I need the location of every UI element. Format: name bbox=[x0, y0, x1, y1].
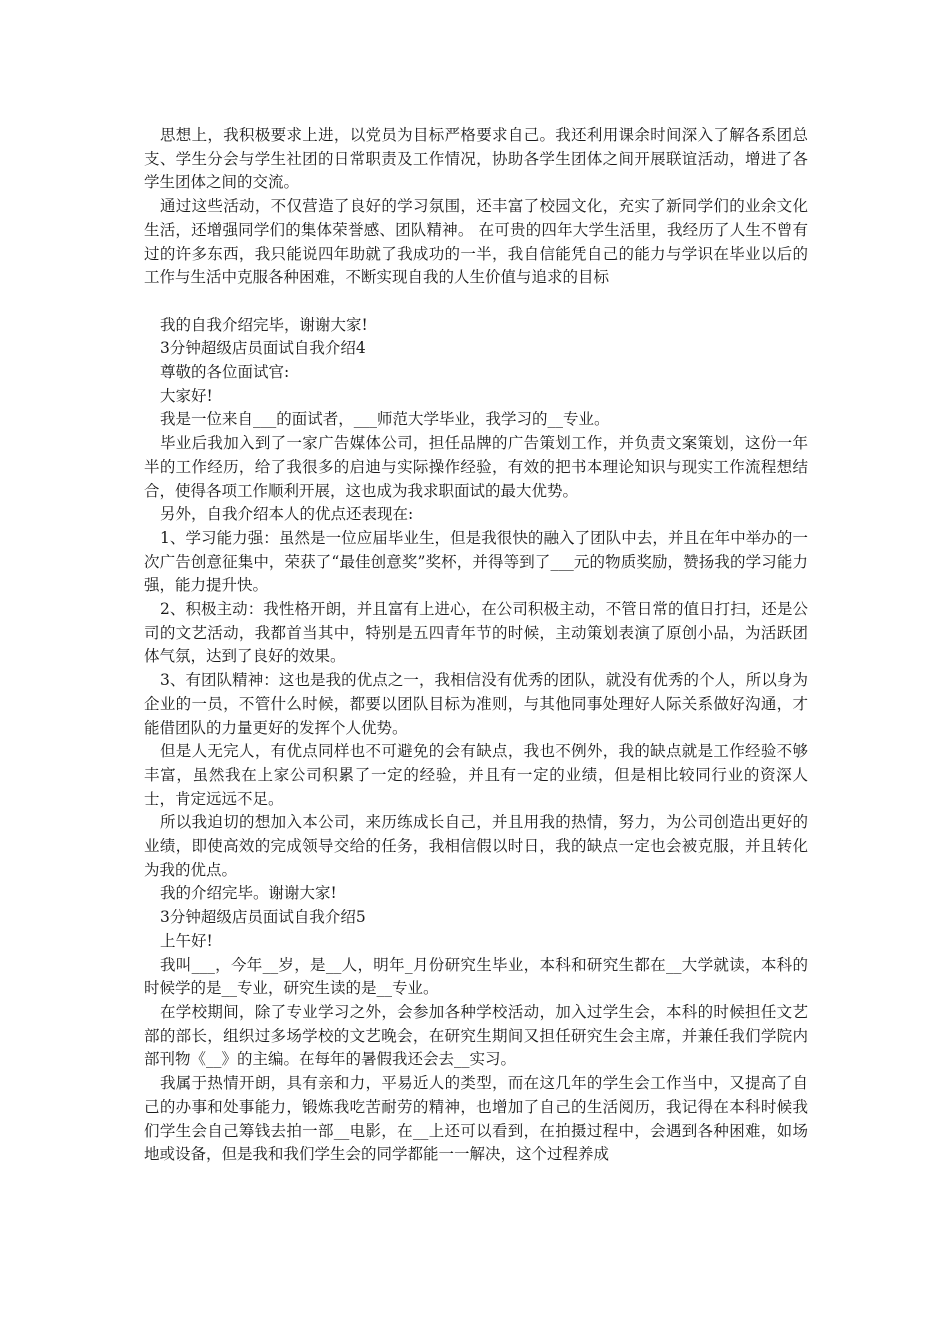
list-item: 1、学习能力强：虽然是一位应届毕业生，但是我很快的融入了团队中去，并且在年中举办的一次广告创意征集中，荣获了“最佳创意奖”奖杯，并得等到了___元的物质奖励，赞扬我的学习能力强，能力提升快。 bbox=[144, 528, 808, 595]
paragraph: 我属于热情开朗，具有亲和力，平易近人的类型，而在这几年的学生会工作当中，又提高了自己的办事和处事能力，锻炼我吃苦耐劳的精神，也增加了自己的生活阅历，我记得在本科时候我们学生会自己筹钱去拍一部__电影，在__上还可以看到，在拍摄过程中，会遇到各种困难，如场地或设备，但是我和我们学生会的同学都能一一解决，这个过程养成 bbox=[144, 1074, 808, 1164]
paragraph: 我的自我介绍完毕，谢谢大家! bbox=[160, 315, 368, 334]
list-item: 3、有团队精神：这也是我的优点之一，我相信没有优秀的团队，就没有优秀的个人，所以身为企业的一员，不管什么时候，都要以团队目标为准则，与其他同事处理好人际关系做好沟通，才能借团队的力量更好的发挥个人优势。 bbox=[144, 671, 808, 737]
section-heading: 3分钟超级店员面试自我介绍5 bbox=[160, 908, 366, 927]
paragraph: 我的介绍完毕。谢谢大家! bbox=[160, 884, 337, 903]
paragraph: 上午好! bbox=[160, 931, 213, 950]
document-page bbox=[144, 124, 808, 1167]
paragraph: 大家好! bbox=[160, 386, 213, 405]
paragraph: 思想上，我积极要求上进，以党员为目标严格要求自己。我还利用课余时间深入了解各系团总支、学生分会与学生社团的日常职责及工作情况，协助各学生团体之间开展联谊活动，增进了各学生团体之间的交流。 bbox=[144, 126, 808, 192]
paragraph: 尊敬的各位面试官: bbox=[160, 363, 290, 382]
paragraph: 我叫___，今年__岁，是__人，明年_月份研究生毕业，本科和研究生都在__大学就读，本科的时候学的是__专业，研究生读的是__专业。 bbox=[144, 955, 808, 998]
paragraph: 另外，自我介绍本人的优点还表现在: bbox=[160, 505, 414, 524]
paragraph: 通过这些活动，不仅营造了良好的学习氛围，还丰富了校园文化，充实了新同学们的业余文化生活，还增强同学们的集体荣誉感、团队精神。 在可贵的四年大学生活里，我经历了人生不曾有过的许多东西，我只能说四年助就了我成功的一半，我自信能凭自己的能力与学识在毕业以后的工作与生活中克服各种困难，不断实现自我的人生价值与追求的目标 bbox=[144, 197, 808, 287]
paragraph: 毕业后我加入到了一家广告媒体公司，担任品牌的广告策划工作，并负责文案策划，这份一年半的工作经历，给了我很多的启迪与实际操作经验，有效的把书本理论知识与现实工作流程想结合，使得各项工作顺利开展，这也成为我求职面试的最大优势。 bbox=[144, 434, 808, 500]
paragraph: 我是一位来自___的面试者，___师范大学毕业，我学习的__专业。 bbox=[160, 410, 610, 429]
list-item: 2、积极主动：我性格开朗，并且富有上进心，在公司积极主动，不管日常的值日打扫，还是公司的文艺活动，我都首当其中，特别是五四青年节的时候，主动策划表演了原创小品，为活跃团体气氛，达到了良好的效果。 bbox=[144, 600, 808, 666]
paragraph: 所以我迫切的想加入本公司，来历练成长自己，并且用我的热情，努力，为公司创造出更好的业绩，即使高效的完成领导交给的任务，我相信假以时日，我的缺点一定也会被克服，并且转化为我的优点。 bbox=[144, 813, 808, 879]
paragraph: 但是人无完人，有优点同样也不可避免的会有缺点，我也不例外，我的缺点就是工作经验不够丰富，虽然我在上家公司积累了一定的经验，并且有一定的业绩，但是相比较同行业的资深人士，肯定远远不足。 bbox=[144, 742, 808, 808]
paragraph: 在学校期间，除了专业学习之外，会参加各种学校活动，加入过学生会，本科的时候担任文艺部的部长，组织过多场学校的文艺晚会，在研究生期间又担任研究生会主席，并兼任我们学院内部刊物《__》的主编。在每年的暑假我还会去__实习。 bbox=[144, 1003, 808, 1069]
section-heading: 3分钟超级店员面试自我介绍4 bbox=[160, 339, 366, 358]
